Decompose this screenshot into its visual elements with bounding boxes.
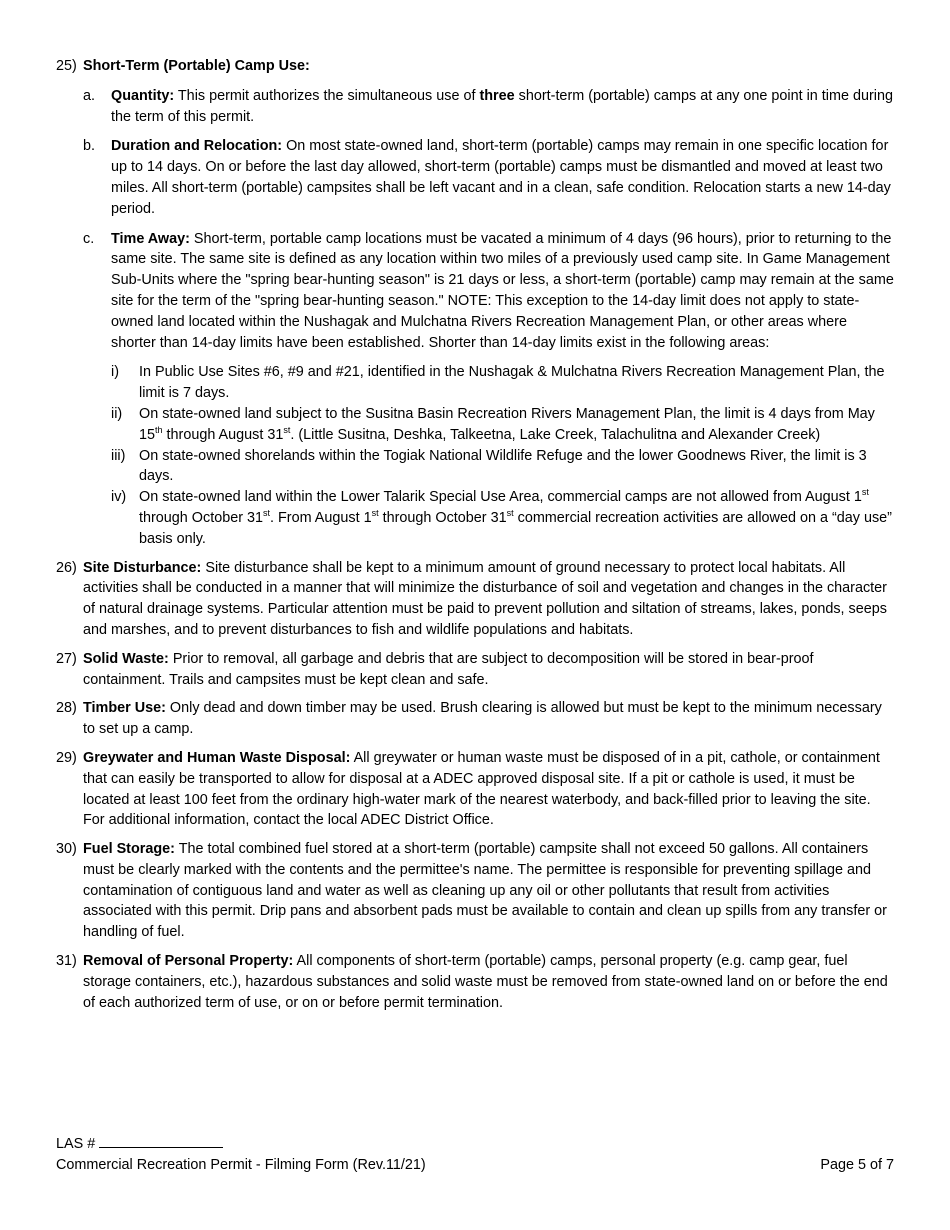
las-label: LAS #: [56, 1136, 96, 1152]
list-text: On state-owned land within the Lower Talarik Special Use Area, commercial camps are not allowed from August 1st through October 31st. From August 1st through October 31st commercial recreation activities are allowed on a “day use” basis only.: [139, 487, 892, 547]
section-28: [56, 698, 894, 740]
subitem-letter: a.: [83, 87, 96, 104]
list-text: On state-owned land subject to the Susitna Basin Recreation Rivers Management Plan, the limit is 4 days from May 15th through August 31st. (Little Susitna, Deshka, Talkeetna, Lake Creek, Talachulitna and Alexander Creek): [139, 405, 875, 443]
item-text: All components of short-term (portable) camps, personal property (e.g. camp gear, fuel storage containers, etc.), hazardous substances and solid waste must be removed from state-owned land on or before the end of each authorized term of use, or on or before permit termination.: [83, 953, 888, 1011]
page-footer: [56, 1133, 894, 1176]
item-title: Short-Term (Portable) Camp Use:: [83, 58, 310, 74]
item-text: Only dead and down timber may be used. Brush clearing is allowed but must be kept to the minimum necessary to set up a camp.: [83, 700, 882, 738]
subitem-a: [83, 86, 894, 128]
item-number: 25): [56, 58, 77, 74]
subitem-b: [83, 136, 894, 219]
subitem-title: Quantity:: [111, 87, 175, 104]
emphasis: three: [479, 87, 515, 104]
subitem-title: Duration and Relocation:: [111, 138, 283, 155]
document-page: [56, 56, 894, 1021]
list-number: i): [111, 364, 119, 381]
item-title: Fuel Storage:: [83, 841, 175, 858]
list-text: In Public Use Sites #6, #9 and #21, identified in the Nushagak & Mulchatna Rivers Recreation Management Plan, the limit is 7 days.: [139, 364, 885, 402]
limit-item-iii: [111, 446, 894, 488]
subitem-letter: b.: [83, 138, 96, 155]
subitem-letter: c.: [83, 230, 95, 247]
item-title: Removal of Personal Property:: [83, 953, 294, 970]
item-number: 29): [56, 749, 77, 766]
item-text: The total combined fuel stored at a short-term (portable) campsite shall not exceed 50 gallons. All containers must be clearly marked with the contents and the permittee's name. The permittee is responsible for preventing spillage and contamination of contiguous land and water as well as cleaning up any oil or other pollutants that result from activities associated with this permit. Drip pans and absorbent pads must be available to contain and clean up spills from any transfer or handling of fuel.: [83, 841, 887, 941]
section-26: [56, 558, 894, 641]
item-number: 26): [56, 559, 77, 576]
subitem-text: Short-term, portable camp locations must be vacated a minimum of 4 days (96 hours), prior to returning to the same site. The same site is defined as any location within two miles of a previously used camp site. In Game Management Sub-Units where the "spring bear-hunting season" is 21 days or less, a short-term (portable) camp may remain at the same site for the term of the "spring bear-hunting season." NOTE: This exception to the 14-day limit does not apply to state-owned land located within the Nushagak and Mulchatna Rivers Recreation Management Plan, or other areas where shorter than 14-day limits have been established. Shorter than 14-day limits exist in the following areas:: [111, 230, 894, 351]
section-27: [56, 649, 894, 691]
item-text: Prior to removal, all garbage and debris that are subject to decomposition will be stored in bear-proof containment. Trails and campsites must be kept clean and safe.: [83, 650, 814, 688]
limit-item-i: [111, 362, 894, 404]
item-title: Timber Use:: [83, 700, 166, 717]
limit-item-ii: [111, 404, 894, 446]
subitem-title: Time Away:: [111, 230, 190, 247]
list-number: ii): [111, 405, 123, 422]
limit-list: [56, 362, 894, 549]
item-text: Site disturbance shall be kept to a minimum amount of ground necessary to protect local habitats. All activities shall be conducted in a manner that will minimize the disturbance of soil and vegetation and changes in the character of natural drainage systems. Particular attention must be paid to prevent pollution and siltation of streams, lakes, ponds, seeps and marshes, and to prevent disturbances to fish and wildlife populations and habitats.: [83, 559, 887, 638]
subitem-text: short-term (portable) camps at any one point in time during the term of this permit.: [111, 87, 893, 125]
item-number: 31): [56, 953, 77, 970]
item-number: 27): [56, 650, 77, 667]
item-title: Greywater and Human Waste Disposal:: [83, 749, 351, 766]
subitem-c: [83, 229, 894, 354]
las-blank-line: [99, 1133, 223, 1148]
list-number: iv): [111, 489, 127, 506]
item-title: Site Disturbance:: [83, 559, 202, 576]
subitem-text: This permit authorizes the simultaneous use of: [174, 87, 480, 104]
section-29: [56, 748, 894, 831]
item-number: 28): [56, 700, 77, 717]
item-text: All greywater or human waste must be disposed of in a pit, cathole, or containment that can easily be transported to allow for disposal at a ADEC approved disposal site. If a pit or cathole is used, it must be located at least 100 feet from the ordinary high-water mark of the nearest waterbody, and back-filled prior to leaving the site. For additional information, contact the local ADEC District Office.: [83, 749, 880, 829]
list-number: iii): [111, 447, 126, 464]
item-number: 30): [56, 841, 77, 858]
section-30: [56, 839, 894, 943]
form-name: Commercial Recreation Permit - Filming Form (Rev.11/21): [56, 1156, 426, 1173]
page-number: Page 5 of 7: [820, 1156, 894, 1173]
limit-item-iv: [111, 487, 894, 549]
subitem-text: On most state-owned land, short-term (portable) camps may remain in one specific location for up to 14 days. On or before the last day allowed, short-term (portable) camps must be dismantled and moved at least two miles. All short-term (portable) campsites shall be left vacant and in a clean, safe condition. Relocation starts a new 14-day period.: [111, 138, 891, 217]
section-25: [56, 56, 894, 550]
section-31: [56, 951, 894, 1013]
las-field: [56, 1133, 894, 1155]
list-text: On state-owned shorelands within the Togiak National Wildlife Refuge and the lower Goodnews River, the limit is 3 days.: [139, 447, 867, 485]
item-title: Solid Waste:: [83, 650, 169, 667]
